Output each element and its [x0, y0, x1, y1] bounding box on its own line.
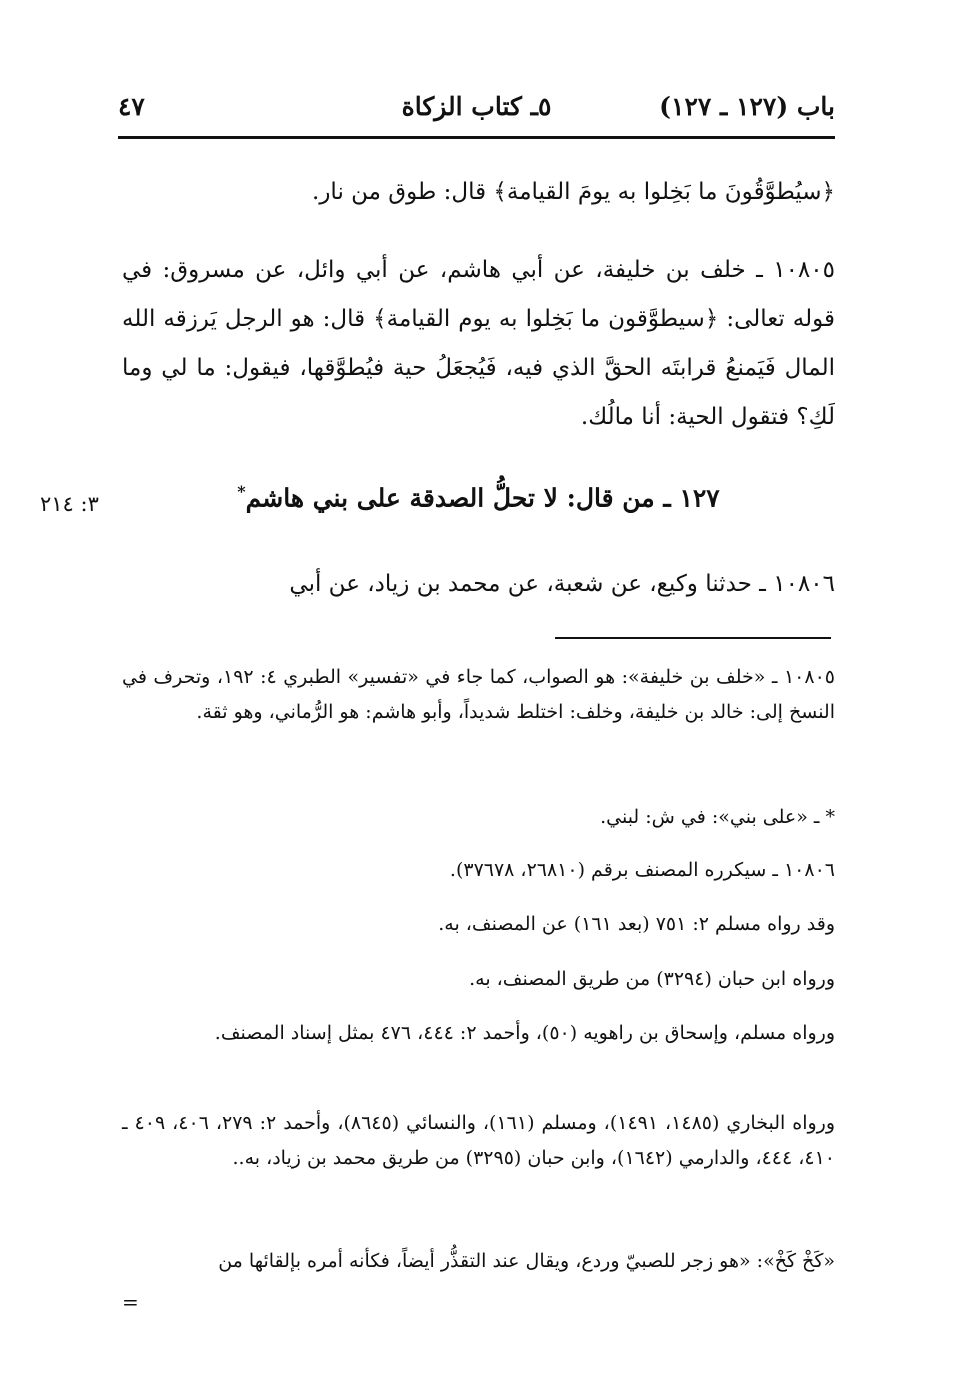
footnote-text: ورواه مسلم، وإسحاق بن راهويه (٥٠)، وأحمد ٢: ٤٤٤، ٤٧٦ بمثل إسناد المصنف. [214, 1022, 835, 1044]
footnote-10806 [122, 853, 835, 888]
section-asterisk: * [237, 482, 246, 501]
header-rule [118, 136, 835, 139]
main-paragraph-2 [122, 246, 835, 442]
section-title [122, 482, 835, 512]
footnote-text: وقد رواه مسلم ٢: ٧٥١ (بعد ١٦١) عن المصنف، به. [438, 913, 835, 935]
footnote-text: ورواه ابن حبان (٣٢٩٤) من طريق المصنف، به. [469, 968, 835, 990]
book-title: ٥ـ كتاب الزكاة [401, 92, 552, 121]
footnote-muslim [122, 907, 835, 942]
footnote-text: * ـ «على بني»: في ش: لبني. [600, 806, 835, 828]
paragraph-text: ١٠٨٠٥ ـ خلف بن خليفة، عن أبي هاشم، عن أبي وائل، عن مسروق: في قوله تعالى: ﴿سيطوَّقون ما بَخِلوا به يوم القيامة﴾ قال: هو الرجل يَرزقه الله المال فَيَمنعُ قرابتَه الحقَّ الذي فيه، فَيُجعَلُ حية فيُطوَّقها، فيقول: ما لي وما لَكِ؟ فتقول الحية: أنا مالُك. [122, 257, 835, 430]
footnote-kakh [122, 1244, 835, 1279]
running-header [118, 92, 835, 128]
page-number: ٤٧ [118, 92, 145, 121]
footnote-text: «كَخْ كَخْ»: «هو زجر للصبيّ وردع، ويقال عند التقذُّر أيضاً، فكأنه أمره بإلقائها من [218, 1250, 835, 1272]
main-paragraph-1 [122, 168, 835, 217]
section-title-text: ١٢٧ ـ من قال: لا تحلُّ الصدقة على بني هاشم [245, 483, 720, 513]
continuation-mark: = [122, 1290, 139, 1314]
paragraph-text: ﴿سيُطوَّقُونَ ما بَخِلوا به يومَ القيامة﴾ قال: طوق من نار. [312, 179, 835, 205]
footnote-bukhari [122, 1106, 835, 1176]
footnote-10805 [122, 660, 835, 730]
main-paragraph-3 [122, 560, 835, 609]
footnote-ibn-hibban [122, 962, 835, 997]
footnote-text: ورواه البخاري (١٤٨٥، ١٤٩١)، ومسلم (١٦١)، والنسائي (٨٦٤٥)، وأحمد ٢: ٢٧٩، ٤٠٦، ٤٠٩ ـ ٤١٠، ٤٤٤، والدارمي (١٦٤٢)، وابن حبان (٣٢٩٥) من طريق محمد بن زياد، به.. [122, 1112, 836, 1169]
footnote-text: ١٠٨٠٦ ـ سيكرره المصنف برقم (٢٦٨١٠، ٣٧٦٧٨). [449, 859, 835, 881]
footnote-ishaq [122, 1016, 835, 1051]
paragraph-text: ١٠٨٠٦ ـ حدثنا وكيع، عن شعبة، عن محمد بن زياد، عن أبي [289, 571, 835, 597]
footnote-asterisk [122, 800, 835, 835]
footnote-text: ١٠٨٠٥ ـ «خلف بن خليفة»: هو الصواب، كما جاء في «تفسير» الطبري ٤: ١٩٢، وتحرف في النسخ إلى: خالد بن خليفة، وخلف: اختلط شديداً، وأبو هاشم: هو الرُّماني، وهو ثقة. [122, 666, 835, 723]
footnote-separator [555, 637, 831, 639]
margin-reference: ٣: ٢١٤ [40, 492, 99, 516]
chapter-heading: باب (١٢٧ ـ ١٢٧) [659, 92, 835, 121]
